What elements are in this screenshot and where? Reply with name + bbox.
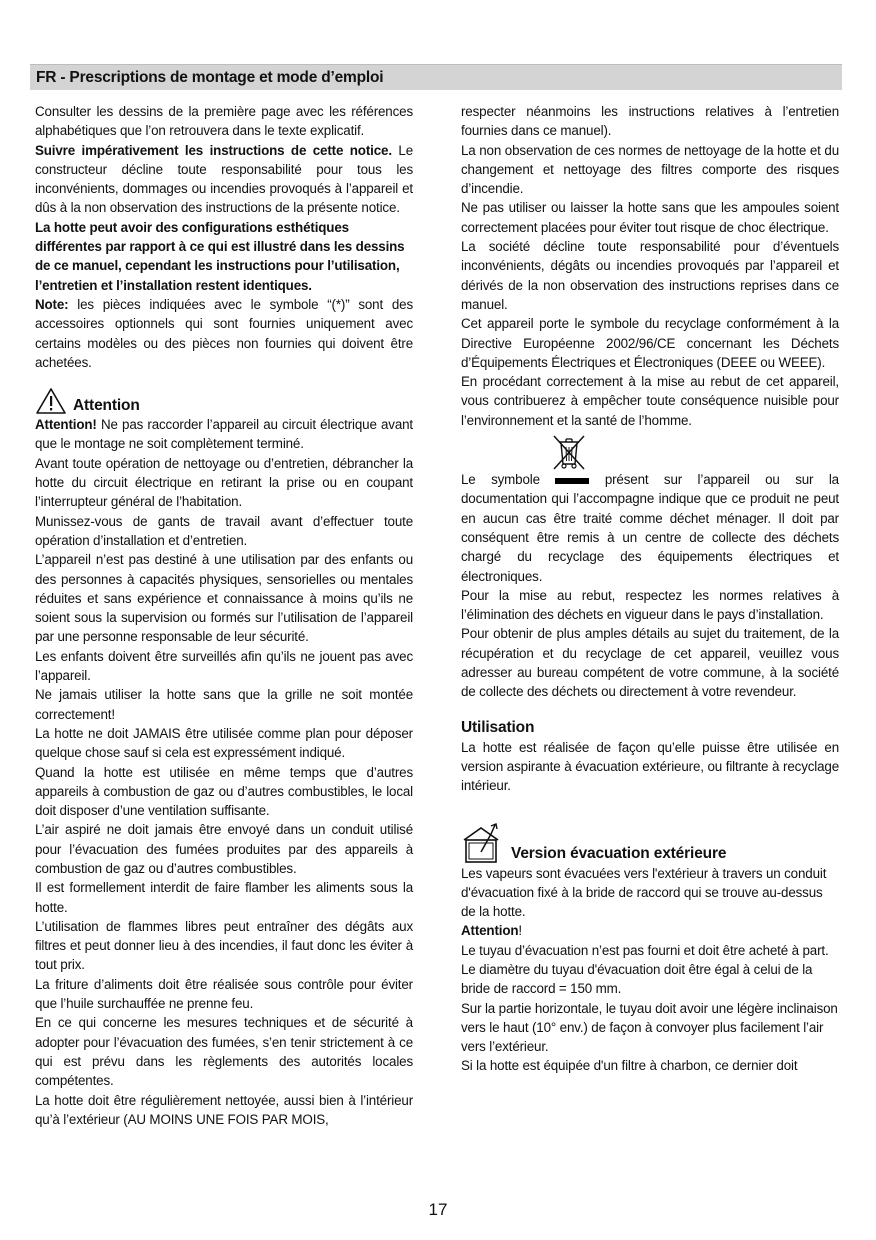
- utilisation-paragraph: La hotte est réalisée de façon qu’elle puisse être utilisée en version aspirante à évacuation extérieure, ou filtrante à recyclage intérieur.: [461, 739, 839, 794]
- symbol-word: sur: [663, 472, 683, 488]
- recycling-paragraph: Cet appareil porte le symbole du recyclage conformément à la Directive Européenne 2002/96/CE concernant les Déchets d’Équipements Électriques et Électroniques (DEEE ou WEEE).: [461, 316, 839, 370]
- safety-paragraph-9: L’air aspiré ne doit jamais être envoyé dans un conduit utilisé pour l’évacuation des fumées produites par des appareils à combustion de gaz ou d’autres combustibles.: [35, 822, 413, 876]
- page-number: 17: [428, 1200, 448, 1219]
- symbol-word: l’appareil: [697, 472, 750, 488]
- bulbs-paragraph: Ne pas utiliser ou laisser la hotte sans que les ampoules soient correctement placées pour éviter tout risque de choc électrique.: [461, 200, 839, 235]
- attention-line: [461, 921, 839, 940]
- attention-label: Attention: [461, 923, 519, 939]
- attention-text: Ne pas raccorder l’appareil au circuit électrique avant que le montage ne soit complètement terminé.: [35, 417, 413, 452]
- maintenance-paragraph: respecter néanmoins les instructions relatives à l’entretien fournies dans ce manuel).: [461, 104, 839, 139]
- safety-paragraph-5: Les enfants doivent être surveillés afin qu’ils ne jouent pas avec l’appareil.: [35, 648, 413, 684]
- symbol-word: symbole: [491, 472, 540, 488]
- safety-paragraph-4: L’appareil n’est pas destiné à une utilisation par des enfants ou des personnes à capacités physiques, sensorielles ou mentales réduites et sans expérience et connaissance à moins qu’ils ne soient sous la supervision ou formés sur l’utilisation de l’appareil par une personne responsable de leur sécurité.: [35, 552, 413, 645]
- symbol-word: la: [828, 472, 839, 488]
- safety-paragraph-11: L’utilisation de flammes libres peut entraîner des dégâts aux filtres et peut donner lieu à des incendies, il faut donc les éviter à tout prix.: [35, 918, 413, 973]
- notice-text: Le constructeur décline toute responsabilité pour tous les inconvénients, dommages ou incendies provoqués à l’appareil et dûs à la non observation des instructions de la présente notice.: [35, 142, 413, 216]
- safety-paragraph-2: Avant toute opération de nettoyage ou d’entretien, débrancher la hotte du circuit électrique en retirant la prise ou en coupant l’interrupteur général de l’habitation.: [35, 455, 413, 510]
- symbol-word: présent: [604, 472, 649, 488]
- safety-paragraph-10: Il est formellement interdit de faire flamber les aliments sous la hotte.: [35, 880, 413, 915]
- pipe-diameter: Le diamètre du tuyau d'évacuation doit être égal à celui de la bride de raccord = 150 mm.: [461, 961, 813, 997]
- attention-heading: [35, 387, 413, 415]
- pipe-inclination: Sur la partie horizontale, le tuyau doit avoir une légère inclinaison vers le haut (10° env.) de façon à convoyer plus facilement l’air vers l’extérieur.: [461, 1000, 838, 1055]
- configuration-note: La hotte peut avoir des configurations esthétiques différentes par rapport à ce qui est illustré dans les dessins de ce manuel, cependant les instructions pour l’utilisation, l’entretien et l’installation restent identiques.: [35, 219, 405, 293]
- page-title: FR - Prescriptions de montage et mode d’emploi: [36, 68, 384, 86]
- safety-paragraph-13: En ce qui concerne les mesures techniques et de sécurité à adopter pour l’évacuation des fumées, s’en tenir strictement à ce qui est prévu dans les règlements des autorités locales compétentes.: [35, 1015, 413, 1089]
- external-exhaust-heading: [461, 822, 839, 864]
- safety-paragraph-8: Quand la hotte est utilisée en même temps que d’autres appareils à combustion de gaz ou d’autres combustibles, le local doit disposer d’une ventilation suffisante.: [35, 764, 413, 819]
- intro-paragraph: Consulter les dessins de la première page avec les références alphabétiques que l’on retrouvera dans le texte explicatif.: [35, 104, 413, 139]
- note-label: Note:: [35, 296, 69, 312]
- attention-label: Attention!: [35, 417, 97, 433]
- pipe-not-supplied: Le tuyau d’évacuation n’est pas fourni et doit être acheté à part.: [461, 942, 829, 958]
- charcoal-filter-note: Si la hotte est équipée d'un filtre à charbon, ce dernier doit: [461, 1058, 798, 1074]
- attention-title: Attention: [73, 396, 140, 414]
- utilisation-heading: Utilisation: [461, 718, 535, 736]
- external-exhaust-title: Version évacuation extérieure: [511, 845, 727, 863]
- liability-paragraph: La société décline toute responsabilité pour d’éventuels inconvénients, dégâts ou incendies provoqués par l’appareil et dérivés de la non observation des instructions reprises dans ce manuel.: [461, 239, 839, 312]
- symbol-word: sur: [795, 472, 814, 488]
- right-column: [461, 102, 839, 1076]
- safety-paragraph-14: La hotte doit être régulièrement nettoyée, aussi bien à l’intérieur qu’à l’extérieur (AU MOINS UNE FOIS PAR MOIS,: [35, 1092, 413, 1127]
- disposal-paragraph: En procédant correctement à la mise au rebut de cet appareil, vous contribuerez à empêcher toute conséquence nuisible pour l’environnement et la santé de l’homme.: [461, 374, 839, 428]
- cleaning-paragraph: La non observation de ces normes de nettoyage de la hotte et du changement et nettoyage des filtres comporte des risques d’incendie.: [461, 142, 839, 197]
- note-text: les pièces indiquées avec le symbole “(*)” sont des accessoires optionnels qui sont fournies uniquement avec certains modèles ou des pièces non fournies qui doivent être achetées.: [35, 296, 413, 370]
- warning-icon: [35, 387, 67, 415]
- safety-paragraph-3: Munissez-vous de gants de travail avant d’effectuer toute opération d’installation et d’entretien.: [35, 513, 413, 548]
- more-details-paragraph: Pour obtenir de plus amples détails au sujet du traitement, de la récupération et du recyclage de cet appareil, veuillez vous adresser au bureau compétent de votre commune, à la société de collecte des déchets ou directement à votre revendeur.: [461, 626, 839, 700]
- weee-bar-icon: [555, 478, 589, 484]
- optional-parts-note: [35, 295, 413, 372]
- symbol-word: ou: [765, 472, 780, 488]
- vapour-paragraph: Les vapeurs sont évacuées vers l'extérieur à travers un conduit d'évacuation fixé à la bride de raccord qui se trouve au-dessus de la hotte.: [461, 865, 827, 920]
- symbol-explanation: documentation qui l’accompagne indique que ce produit ne peut en aucun cas être traité comme déchet ménager. Il doit par conséquent être remis à un centre de collecte des déchets chargé du recyclage des équipements électriques et électroniques.: [461, 491, 839, 584]
- disposal-rules-paragraph: Pour la mise au rebut, respectez les normes relatives à l’élimination des déchets en vigueur dans le pays d’installation.: [461, 587, 839, 623]
- safety-paragraph-7: La hotte ne doit JAMAIS être utilisée comme plan pour déposer quelque chose sauf si cela est expressément indiqué.: [35, 725, 413, 761]
- house-exhaust-icon: [461, 822, 505, 864]
- left-column: [35, 102, 413, 1129]
- attention-mark: !: [518, 923, 522, 939]
- notice-emphasis: Suivre impérativement les instructions de cette notice.: [35, 142, 392, 158]
- section-header-bar: [30, 64, 842, 90]
- weee-symbol: [461, 430, 839, 470]
- safety-paragraph-12: La friture d’aliments doit être réalisée sous contrôle pour éviter que l’huile surchauffée ne prenne feu.: [35, 976, 413, 1012]
- symbol-line: [461, 470, 839, 489]
- crossed-bin-icon: [549, 433, 589, 471]
- symbol-word: Le: [461, 472, 476, 488]
- attention-paragraph: [35, 415, 413, 454]
- safety-paragraph-6: Ne jamais utiliser la hotte sans que la grille ne soit montée correctement!: [35, 687, 413, 722]
- notice-paragraph: [35, 141, 413, 218]
